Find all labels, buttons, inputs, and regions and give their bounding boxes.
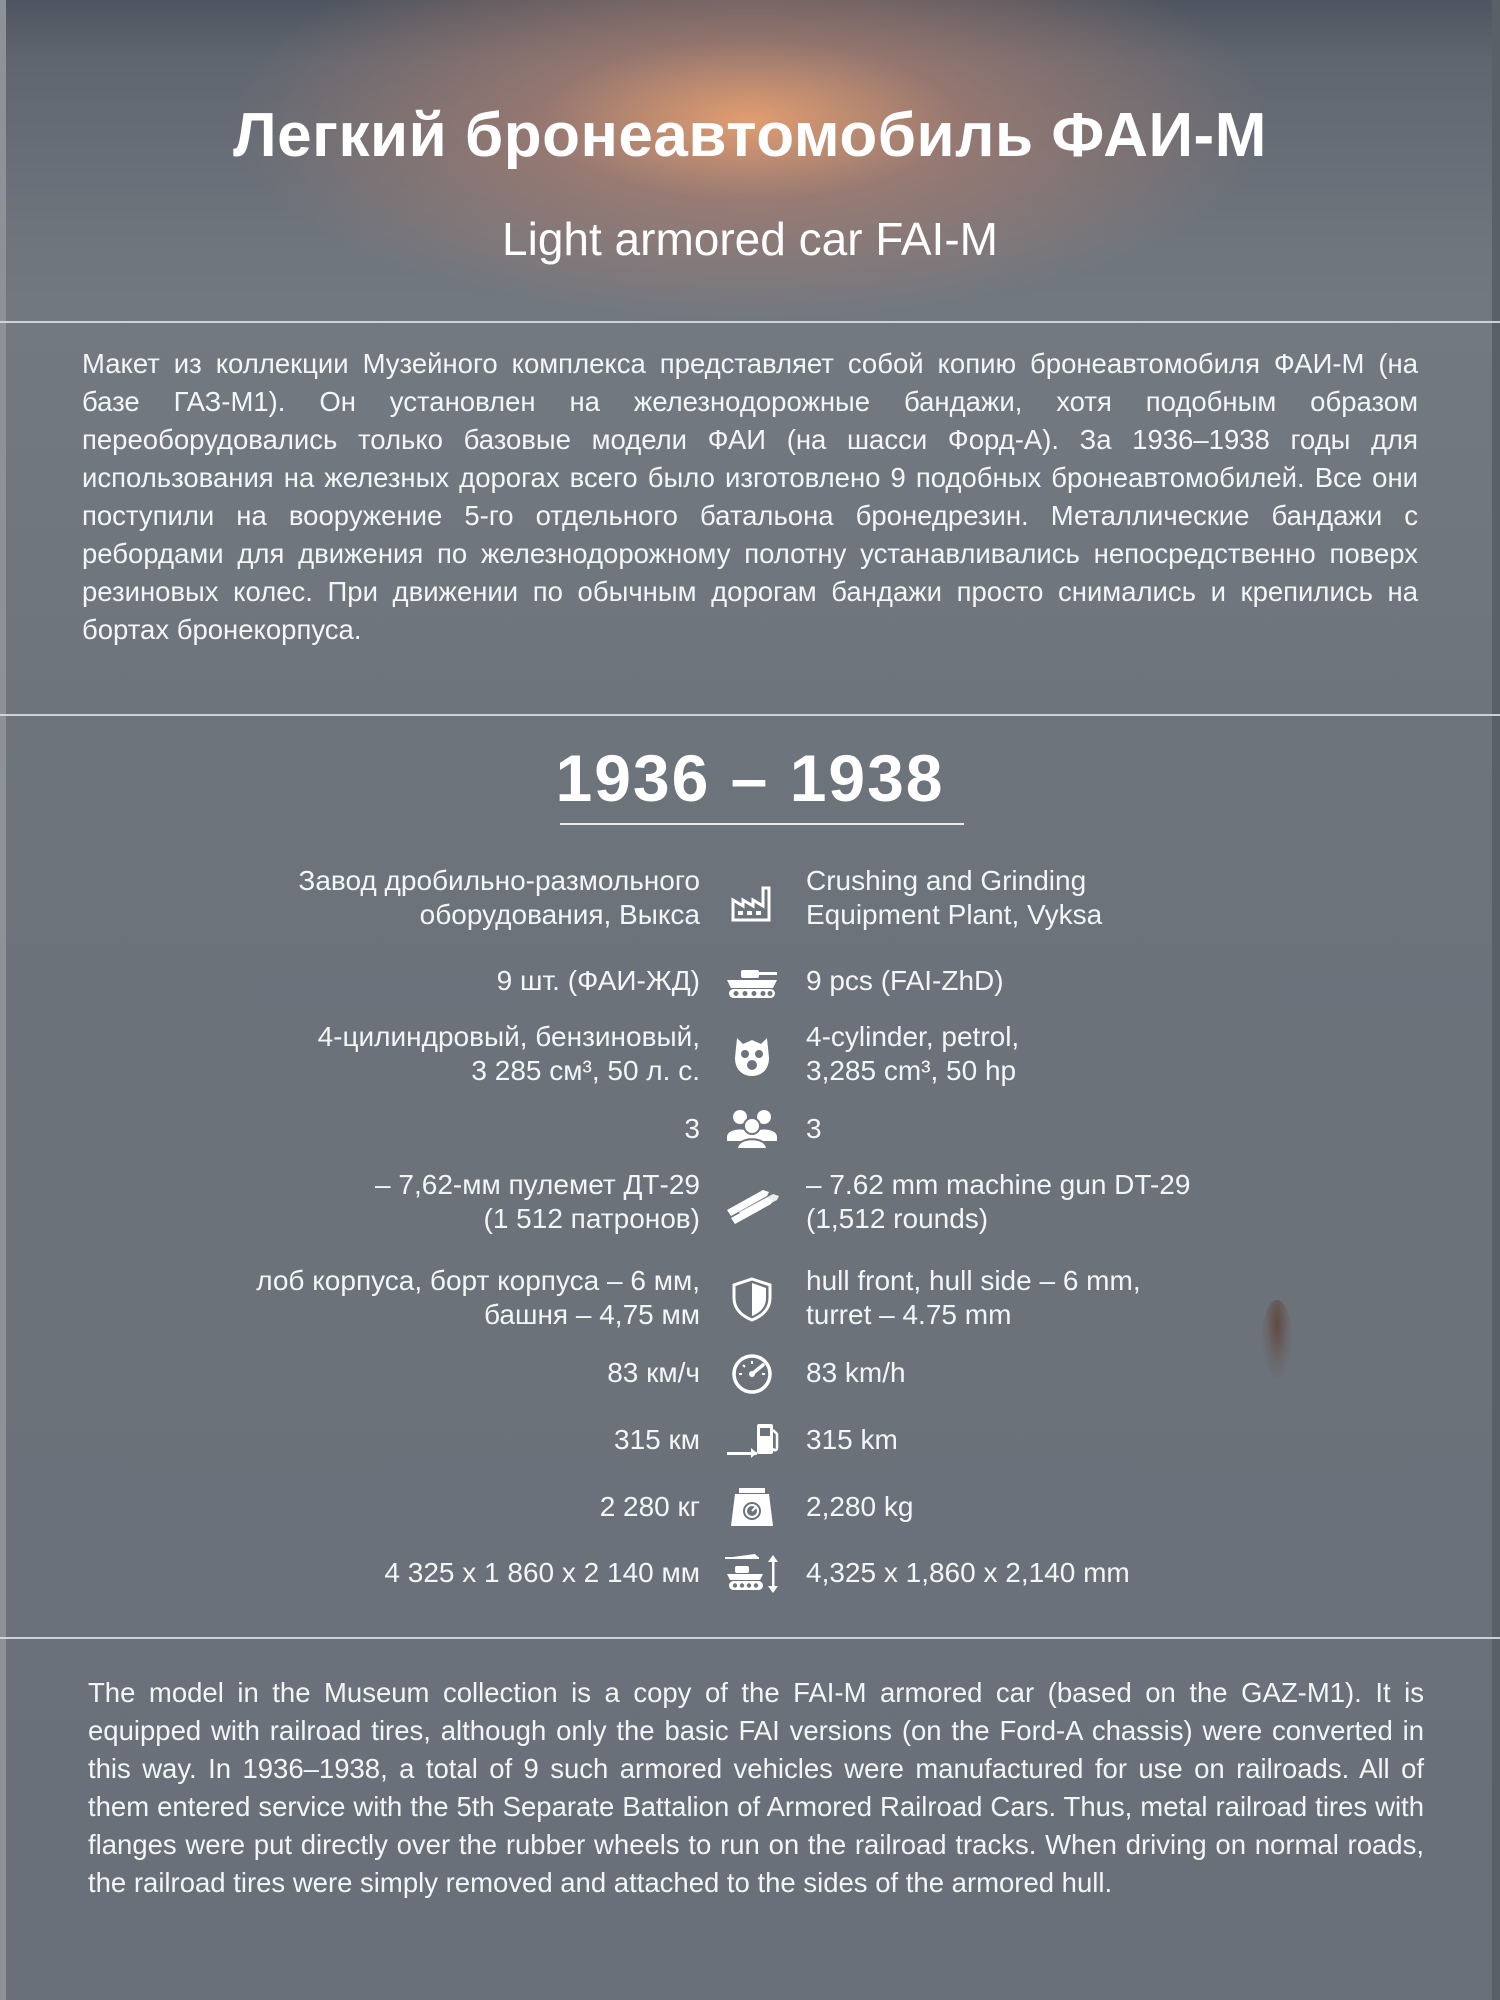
spec-line: 83 км/ч — [607, 1357, 700, 1388]
divider-bottom — [0, 1637, 1500, 1639]
spec-line: 9 шт. (ФАИ-ЖД) — [496, 965, 700, 996]
spec-line: 3 — [806, 1113, 822, 1144]
spec-line: 3 285 см³, 50 л. с. — [471, 1055, 700, 1086]
production-years: 1936 – 1938 — [555, 741, 945, 815]
years-underline — [560, 823, 964, 825]
shield-icon — [723, 1276, 781, 1322]
spec-line: 4,325 x 1,860 x 2,140 mm — [806, 1557, 1130, 1588]
spec-line: hull front, hull side – 6 mm, — [806, 1265, 1141, 1296]
spec-line: 4-цилиндровый, бензиновый, — [317, 1021, 700, 1052]
spec-speed-ru — [240, 1356, 700, 1390]
spec-armor-ru — [240, 1264, 700, 1332]
spec-line: лоб корпуса, борт корпуса – 6 мм, — [256, 1265, 700, 1296]
spec-line: 3 — [684, 1113, 700, 1144]
divider-top — [0, 321, 1500, 323]
crew-icon — [723, 1105, 781, 1151]
speedometer-icon — [723, 1350, 781, 1396]
tank-icon — [723, 958, 781, 1004]
scale-icon — [723, 1484, 781, 1530]
spec-line: 2,280 kg — [806, 1491, 914, 1522]
spec-line: (1,512 rounds) — [806, 1203, 989, 1234]
spec-line: 3,285 cm³, 50 hp — [806, 1055, 1017, 1086]
spec-range-en — [806, 1423, 1366, 1457]
spec-line: 4 325 x 1 860 x 2 140 мм — [384, 1557, 700, 1588]
spec-line: 9 pcs (FAI-ZhD) — [806, 965, 1004, 996]
description-english: The model in the Museum collection is a copy of the FAI-M armored car (based on the GAZ-M1). It is equipped with railroad tires, although only the basic FAI versions (on the Ford-A chassis) were converted in this way. In 1936–1938, a total of 9 such armored vehicles were manufactured for use on railroads. All of them entered service with the 5th Separate Battalion of Armored Railroad Cars. Thus, metal railroad tires with flanges were put directly over the rubber wheels to run on the railroad tracks. When driving on normal roads, the railroad tires were simply removed and attached to the sides of the armored hull. — [88, 1677, 1424, 1898]
dimensions-icon — [723, 1550, 781, 1596]
spec-line: (1 512 патронов) — [483, 1203, 700, 1234]
spec-line: 315 км — [614, 1424, 700, 1455]
card-left-edge — [0, 0, 6, 2000]
spec-line: 2 280 кг — [599, 1491, 700, 1522]
ammo-icon — [723, 1180, 781, 1226]
spec-weight-en — [806, 1490, 1366, 1524]
spec-line: Crushing and Grinding — [806, 865, 1087, 896]
spec-engine-en — [806, 1020, 1366, 1088]
spec-crew-en — [806, 1112, 1366, 1146]
title-english: Light armored car FAI-M — [502, 213, 998, 265]
fuel-pump-icon — [723, 1416, 781, 1462]
spec-manufacturer-ru — [240, 864, 700, 932]
spec-armament-ru — [240, 1168, 700, 1236]
spec-line: 315 km — [806, 1424, 898, 1455]
spec-line: оборудования, Выкса — [419, 899, 700, 930]
spec-dimensions-ru — [240, 1556, 700, 1590]
spec-line: башня – 4,75 мм — [484, 1299, 700, 1330]
divider-middle — [0, 714, 1500, 716]
spec-quantity-en — [806, 964, 1366, 998]
spec-line: – 7,62-мм пулемет ДТ-29 — [375, 1169, 700, 1200]
spec-dimensions-en — [806, 1556, 1366, 1590]
spec-range-ru — [240, 1423, 700, 1457]
spec-engine-ru — [240, 1020, 700, 1088]
spec-line: 4-cylinder, petrol, — [806, 1021, 1020, 1052]
card-right-edge — [1492, 0, 1500, 2000]
spec-line: – 7.62 mm machine gun DT-29 — [806, 1169, 1191, 1200]
spec-weight-ru — [240, 1490, 700, 1524]
spec-crew-ru — [240, 1112, 700, 1146]
description-russian: Макет из коллекции Музейного комплекса представляет собой копию бронеавтомобиля ФАИ-М (на базе ГАЗ-М1). Он установлен на железнодорожные бандажи, хотя подобным образом переоборудовались только базовые модели ФАИ (на шасси Форд-А). За 1936–1938 годы для использования на железных дорогах всего было изготовлено 9 подобных бронеавтомобилей. Все они поступили на вооружение 5-го отдельного батальона бронедрезин. Металлические бандажи с ребордами для движения по железнодорожному полотну устанавливались непосредственно поверх резиновых колес. При движении по обычным дорогам бандажи просто снимались и крепились на бортах бронекорпуса. — [82, 348, 1418, 645]
spec-line: Equipment Plant, Vyksa — [806, 899, 1103, 930]
engine-icon — [723, 1032, 781, 1078]
title-russian: Легкий бронеавтомобиль ФАИ-М — [233, 101, 1267, 170]
spec-armament-en — [806, 1168, 1366, 1236]
spec-line: 83 km/h — [806, 1357, 906, 1388]
spec-line: Завод дробильно-размольного — [298, 865, 700, 896]
factory-icon — [723, 880, 781, 926]
spec-manufacturer-en — [806, 864, 1366, 932]
spec-quantity-ru — [240, 964, 700, 998]
surface-stain — [1262, 1300, 1292, 1378]
spec-line: turret – 4.75 mm — [806, 1299, 1012, 1330]
